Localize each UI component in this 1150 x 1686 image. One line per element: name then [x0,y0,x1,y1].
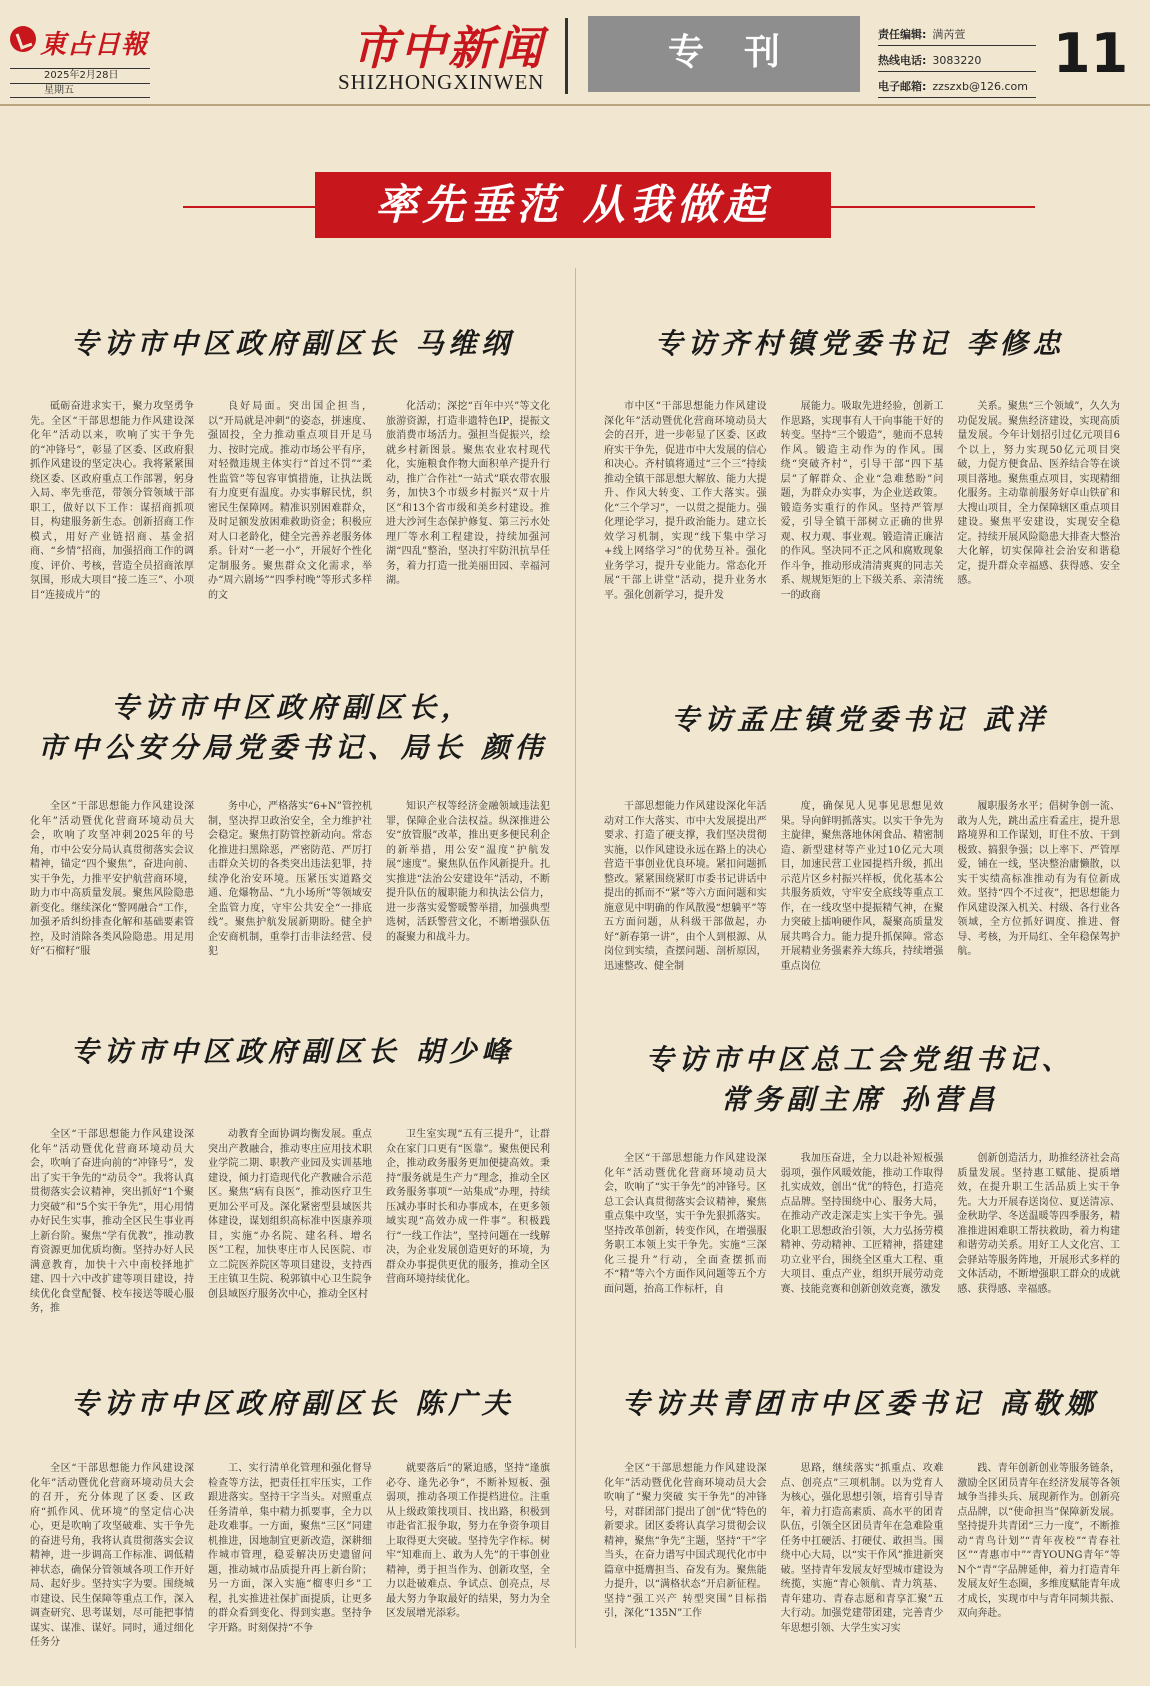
text-column: 动教育全面协调均衡发展。重点突出产教融合，推动枣庄应用技术职业学院二期、职教产业园及实训基地建设，倾力打造现代化产教融合示范区。聚焦“病有良医”，推动医疗卫生更加公平可及。深化紧密型县域医共体建设，谋划组织高标准中医康养项目，实施“办名院、建名科、增名医”工程，加快枣庄市人民医院、市立二院医养院区等项目建设，支持西王庄镇卫生院、税郭镇中心卫生院争创县域医疗服务次中心，推动全区村 [208,1129,372,1300]
section-brand-pinyin: SHIZHONGXINWEN [338,70,545,94]
column-label-box [588,16,860,92]
headline-line: 专访共青团市中区委书记 高敬娜 [621,1387,1099,1420]
headline-line: 专访齐村镇党委书记 李修忠 [654,327,1066,360]
article-body [30,400,550,618]
article-headline [20,1032,565,1072]
text-column: 全区“干部思想能力作风建设深化年”活动暨优化营商环境动员大会吹响了“聚力突破 实干争先”的冲锋号，对群团部门提出了创“优”特色的新要求。团区委将认真学习贯彻会议精神，聚焦“争先”主题，坚持“干”字当头，在奋力谱写中国式现代化市中篇章中挺膺担当、奋发有为。聚焦能力提升，以“满格状态”开启新征程。坚持“强工兴产 转型突围”目标指引，深化“135N”工作 [604,1463,767,1619]
text-column: 全区“干部思想能力作风建设深化年”活动暨优化营商环境动员大会，吹响了“实干争先”的冲锋号。区总工会认真贯彻落实会议精神，聚焦重点集中攻坚，实干争先狠抓落实。坚持改革创新，转变作风，在增强服务职工本领上实干争先。实施“三深化三提升”行动，全面查摆抓而不“精”等六个方面作风问题等五个方面问题，抬高工作标杆，自 [604,1153,767,1295]
headline-line: 专访市中区政府副区长 马维纲 [70,327,515,360]
headline-line: 专访市中区政府副区长 陈广夫 [70,1387,515,1420]
email-info [878,78,1036,98]
text-column: 就要落后”的紧迫感，坚持“逢旗必夺、逢先必争”，不断补短板、强弱项，推动各项工作提档进位。注重从上级政策找项目、找出路，积极到市赴省汇报争取，努力在争资争项目上取得更大突破。坚持先字作标。树牢“知难而上、敢为人先”的干事创业精神，勇于担当作为、创新攻坚，全力以赴破难点、争试点、创亮点，尽最大努力争取最好的结果，努力为全区发展增光添彩。 [386,1463,550,1619]
email-label: 电子邮箱: [878,80,927,93]
banner-rule-right [830,206,1035,208]
text-column: 全区“干部思想能力作风建设深化年”活动暨优化营商环境动员大会的召开，充分体现了区委、区政府“抓作风、优环境”的坚定信心决心，更是吹响了攻坚破难、实干争先的奋进号角，我将认真贯彻落实会议精神，进一步调高工作标准、调低精神状态，确保分管领域各项工作开好局、起好步。坚持实字为要。围绕城市建设、民生保障等重点工作，深入调查研究、思考谋划，尽可能把事情谋实、谋准、谋好。同时，通过细化任务分 [30,1463,194,1648]
text-column: 卫生室实现“五有三提升”，让群众在家门口更有“医靠”。聚焦便民利企，推动政务服务更加便捷高效。秉持“服务就是生产力”理念，推动全区政务服务事项“一站集成”办理，持续压减办事时长和办事成本，在更多领域实现“高效办成一件事”。积极践行“一线工作法”，坚持问题在一线解决，为企业发展创造更好的环境，为群众办事提供更优的服务，推动全区营商环境持续优化。 [386,1129,550,1285]
page-number: 11 [1053,22,1129,85]
text-column: 思路，继续落实“抓重点、攻难点、创亮点”三项机制。以为党育人为核心，强化思想引领，培育引导青年，着力打造高素质、高水平的团青队伍，引领全区团员青年在急难险重任务中扛硬活、打硬仗、敢担当。围绕中心大局，以“实干作风”推进新突破。坚持青年发展友好型城市建设为统揽，实施“青心领航、青力筑基、青年建功、青春志愿和青享汇聚”五大行动。加强党建带团建，完善青少年思想引领、大学生实习实 [780,1463,944,1634]
article-body [30,800,550,960]
hotline-info [878,52,1036,72]
editor-name: 满芮萱 [932,28,966,41]
issue-weekday: 星期五 [10,83,150,98]
headline-line: 专访市中区总工会党组书记、 [645,1043,1075,1076]
issue-date: 2025年2月28日 [10,68,150,83]
masthead-rule [0,104,1150,106]
email-address[interactable]: zzszxb@126.com [932,80,1028,93]
article-headline [20,1384,565,1424]
article-headline [20,324,565,364]
text-column: 良好局面。突出国企担当，以“开局就是冲刺”的姿态，拼速度、强固投，全力推动重点项目开足马力、按时完成。推动市场公平有序，对轻微违规主体实行“首过不罚”“柔性监管”等包容审慎措施，让执法既有力度更有温度。办实事解民忧，织密民生保障网。精准识别困难群众，及时足额发放困难救助资金；积极应对人口老龄化，健全完善养老服务体系。针对“一老一小”，开展好个性化定制服务。聚焦群众文化需求，举办“周六剧场”“四季村晚”等形式多样的文 [208,401,372,601]
column-divider [575,268,576,1648]
editor-info [878,26,1036,46]
article-headline [590,1040,1130,1120]
theme-banner-text: 率先垂范 从我做起 [375,180,771,229]
text-column: 全区“干部思想能力作风建设深化年”活动暨优化营商环境动员大会，吹响了攻坚冲刺2025年的号角，市中公安分局认真贯彻落实会议精神，锚定“四个聚焦”，奋进向前、实干争先，力推平安护航营商环境，助力市中高质量发展。聚焦风险隐患新变化。继续深化“警网融合”工作，加强矛盾纠纷排查化解和基础要素管控，及时消除各类风险隐患。用足用好“石榴籽”服 [30,801,194,957]
text-column: 我加压奋进，全力以赴补短板强弱项，强作风暖效能，推动工作取得扎实成效，创出“优”的特色，打造亮点品牌。坚持围绕中心、服务大局，在推动产改走深走实上实干争先。强化职工思想政治引领，大力弘扬劳模精神、劳动精神、工匠精神，搭建建功立业平台，围绕全区重大工程、重大项目、重点产业，组织开展劳动竞赛、技能竞赛和创新创效竞赛，激发 [780,1153,944,1295]
column-label: 专刊 [667,32,820,73]
text-column: 砥砺奋进求实干，聚力攻坚勇争先。全区“干部思想能力作风建设深化年”活动以来，吹响了实干争先的“冲锋号”，彰显了区委、区政府狠抓作风建设的坚定决心。我将紧紧围绕区委、区政府重点工作部署，躬身入局、率先垂范，带领分管领域干部职工，做好以下工作：谋招商抓项目，构建服务新生态。创新招商工作模式，用好产业链招商、基金招商、“乡情”招商，加强招商工作的调度、评价、考核，营造全员招商浓厚氛围，形成大项目“接二连三”、小项目“连接成片”的 [30,401,194,601]
text-column: 度，确保见人见事见思想见效果。导向鲜明抓落实。以实干争先为主旋律，聚焦落地休闲食品、精密制造、新型建材等产业过10亿元大项目，加速民营工业园提档升级，抓出示范片区乡村振兴样板，优化基本公共服务质效，守牢安全底线等重点工作，在一线攻坚中提振精气神，在聚力突破上擂响硬作风，凝聚高质量发展共鸣合力。能力提升抓保障。常态开展精业务强素养大练兵，持续增强重点岗位 [780,801,944,972]
article-headline [590,700,1130,740]
article-body [604,1152,1120,1340]
text-column: 创新创造活力，助推经济社会高质量发展。坚持惠工赋能、提质增效，在提升职工生活品质上实干争先。大力开展春送岗位、夏送清凉、金秋助学、冬送温暖等四季服务，精准推进困难职工帮扶救助，着力构建和谐劳动关系。用好工人文化宫、工会驿站等服务阵地，开展形式多样的文体活动，不断增强职工群众的成就感、获得感、幸福感。 [957,1153,1121,1295]
article-body [30,1128,550,1316]
logo-emblem-icon [10,26,36,52]
article-headline [590,324,1130,364]
masthead [0,0,1150,112]
headline-line: 专访孟庄镇党委书记 武洋 [671,703,1049,736]
text-column: 干部思想能力作风建设深化年活动对工作大落实、市中大发展提出严要求、打造了硬支撑，我们坚决贯彻实施，以作风建设永远在路上的决心营造干事创业优良环境。紧扣问题抓整改。紧紧围绕紧盯市委书记讲话中提出的抓而不“紧”等六方面问题和实施意见中明确的作风散漫“想躺平”等五方面问题，从科级干部做起，办好“新春第一讲”，由个人到根源、从岗位到实绩，查摆问题、剖析原因，迅速整改、健全制 [604,801,767,972]
editor-label: 责任编辑: [878,28,927,41]
section-brand-title: 市中新闻 [352,21,544,75]
article-body [604,1462,1120,1650]
text-column: 市中区“干部思想能力作风建设深化年”活动暨优化营商环境动员大会的召开，进一步彰显了区委、区政府实干争先，促进市中大发展的信心和决心。齐村镇将通过“三个三”持续推动全镇干部思想大解放、能力大提升、作风大转变、工作大落实。强化“三个学习”，一以贯之提能力。强化理论学习，提升政治能力。建立长效学习机制，实现“线下集中学习+线上网络学习”的优势互补。强化业务学习，提升专业能力。常态化开展“干部上讲堂”活动，提升业务水平。强化创新学习，提升发 [604,401,767,601]
text-column: 务中心，严格落实“6+N”管控机制，坚决捍卫政治安全，全力维护社会稳定。聚焦打防管控新动向。常态化推进扫黑除恶，严密防范、严厉打击群众关切的各类突出违法犯罪，持续净化治安环境。压紧压实道路交通、危爆物品、“九小场所”等领域安全监管力度，守牢公共安全“一排底线”。聚焦护航发展新期盼。健全护企安商机制，重拳打击非法经营、侵犯 [208,801,372,957]
headline-line: 专访市中区政府副区长， [110,691,474,724]
text-column: 工、实行清单化管理和强化督导检查等方法，把责任扛牢压实，工作跟进落实。坚持干字当头。对照重点任务清单，集中精力抓要事，全力以赴攻难事。一方面，聚焦“三区”同建机推进，因地制宜更新改造，深耕细作城市管理，稳妥解决历史遗留问题，推动城市品质提升再上新台阶；另一方面，深入实施“榴枣归乡”工程，扎实推进社保扩面提质，让更多的群众看到变化、得到实惠。坚持争字开路。时刻保持“不争 [208,1463,372,1634]
logo-text: 東占日報 [40,30,149,60]
article-body [30,1462,550,1650]
theme-banner [315,172,831,238]
banner-rule-left [183,206,315,208]
article-body [604,800,1121,972]
text-column: 知识产权等经济金融领域违法犯罪，保障企业合法权益。纵深推进公安“放管服”改革，推出更多便民利企的新举措，用公安“温度”护航发展“速度”。聚焦队伍作风新提升。扎实推进“法治公安建设年”活动，不断提升队伍的履职能力和执法公信力，进一步落实爱警暖警举措，加强典型选树，活跃警营文化，不断增强队伍的凝聚力和战斗力。 [386,801,550,943]
text-column: 全区“干部思想能力作风建设深化年”活动暨优化营商环境动员大会，吹响了奋进向前的“冲锋号”，发出了实干争先的“动员令”。我将认真贯彻落实会议精神，突出抓好“1个聚力突破”和“5个实干争先”，用心用情办好民生实事，推动全区民生事业再上新台阶。聚焦“学有优教”，推动教育资源更加优质均衡。坚持办好人民满意教育，加快十六中南校择地扩建、四十六中改扩建等项目建设，持续优化食堂配餐、校车接送等暖心服务，推 [30,1129,194,1314]
text-column: 践、青年创新创业等服务链条，激励全区团员青年在经济发展等各领域争当排头兵、展现新作为。创新亮点品牌，以“使命担当”保障新发展。坚持提升共青团“三力一度”，不断推动“青鸟计划”“青年夜校”“青春社区”“青惠市中”“青YOUNG青年”等N个“青”字品牌延伸，着力打造青年发展友好生态圈，多维度赋能青年成才成长，实现市中与青年同频共振、双向奔赴。 [957,1463,1121,1619]
hotline-number: 3083220 [932,54,982,67]
headline-line: 常务副主席 孙营昌 [720,1083,1000,1116]
headline-line: 专访市中区政府副区长 胡少峰 [70,1035,515,1068]
text-column: 化活动；深挖“百年中兴”等文化旅游资源，打造非遗特色IP，提振文旅消费市场活力。强担当促振兴，绘就乡村新图景。聚焦农业农村现代化，实施粮食作物大面积单产提升行动，推广合作社“一站式”联农带农服务，加快3个市级乡村振兴“双十片区”和13个省市级和美乡村建设。推进大沙河生态保护修复、第三污水处理厂等水利工程建设，持续加强河湖“四乱”整治，坚决打牢防汛抗旱任务，着力打造一批美丽田园、幸福河湖。 [386,401,550,586]
headline-line: 市中公安分局党委书记、局长 颜伟 [37,731,548,764]
text-column: 展能力。吸取先进经验，创新工作思路，实现事有人干向事能干好的转变。坚持“三个锻造”，驰而不息转作风。锻造主动作为的作风。围绕“突破齐村”，引导干部“四下基层”了解群众、企业“急难愁盼”问题，为群众办实事，为企业送政策。锻造务实重行的作风。坚持严管厚爱，引导全镇干部树立正确的世界观、权力观、事业观。锻造清正廉洁的作风。坚决同不正之风和腐败现象作斗争，推动形成清清爽爽的同志关系、规规矩矩的上下级关系、亲清统一的政商 [780,401,944,601]
article-headline [20,688,565,768]
text-column: 履职服务水平；倡树争创一流、敢为人先，跳出孟庄看孟庄，提升思路境界和工作谋划，盯住不放、干到极致、搞狠争强；以上率下、严管厚爱，铺在一线，坚决整治庸懒散，以实干实绩高标准推动有为有位新成效。坚持“四个不过夜”，把思想能力作风建设深入机关、村级、各行业各领域，全方位抓好调度、推进、督导、考核，为开局红、全年稳保驾护航。 [957,801,1121,957]
article-headline [590,1384,1130,1424]
text-column: 关系。聚焦“三个领域”，久久为功促发展。聚焦经济建设，实现高质量发展。今年计划招引过亿元项目6个以上，努力实现50亿元项目突破，力促方便食品、医养结合等在谈项目落地。聚焦重点项目，实现精细化服务。主动靠前服务好卓山铁矿和大搜山项目，全力保障辖区重点项目建设。聚焦平安建设，实现安全稳定。持续开展风险隐患大排查大整治大化解，切实保障社会治安和谐稳定，提升群众幸福感、获得感、安全感。 [957,401,1121,586]
hotline-label: 热线电话: [878,54,927,67]
article-body [604,400,1120,618]
masthead-separator [565,18,568,94]
